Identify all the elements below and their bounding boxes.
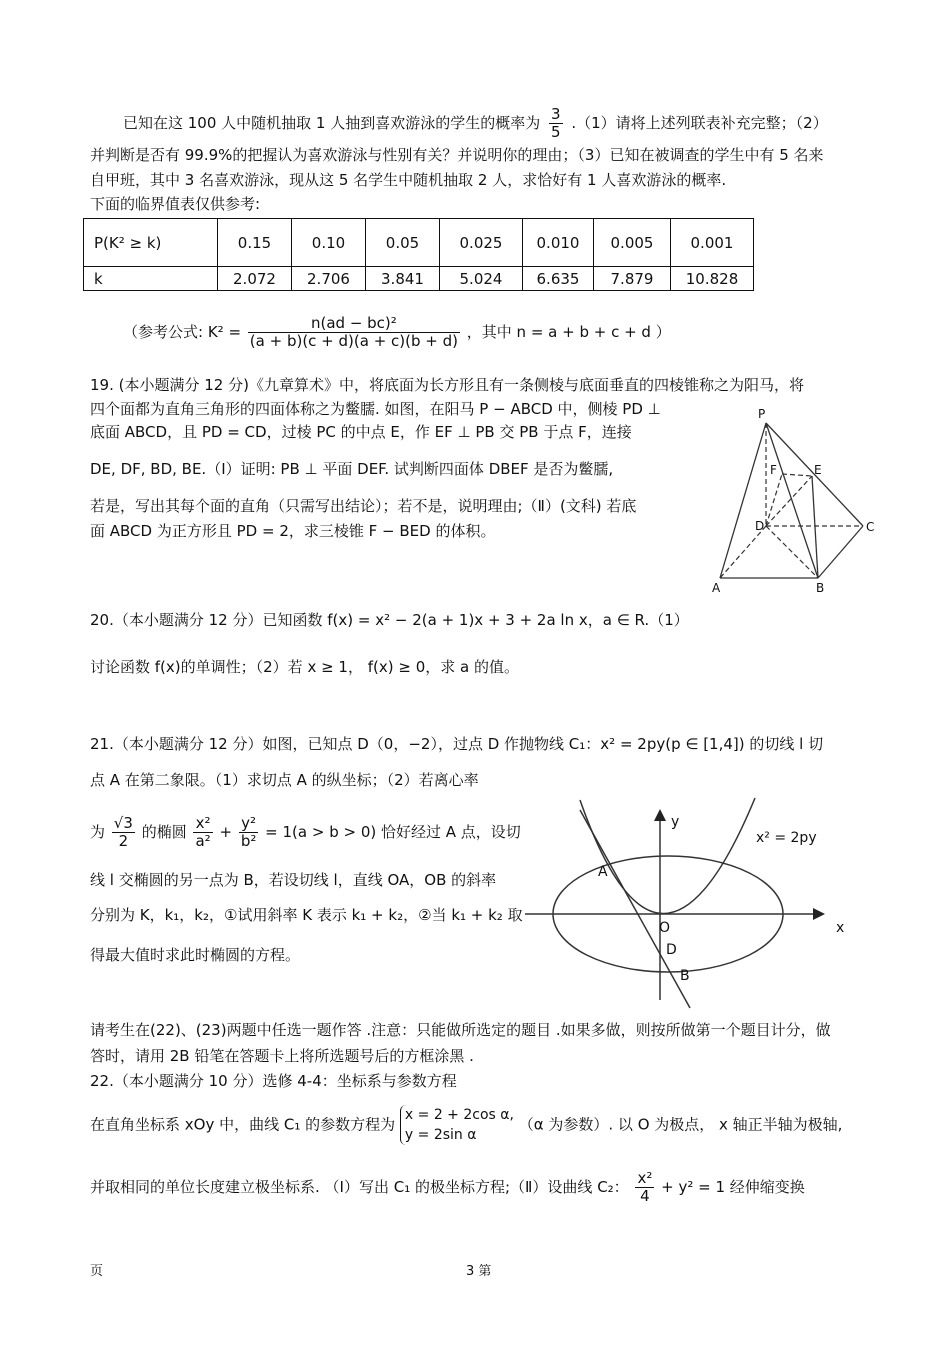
label-B: B bbox=[816, 581, 825, 595]
label-A: A bbox=[598, 864, 608, 880]
note-line1: 请考生在(22)、(23)两题中任选一题作答 .注意：只能做所选定的题目 .如果多做，则按所做第一个题目计分，做 bbox=[90, 1021, 831, 1039]
q19-line3: 底面 ABCD，且 PD = CD，过棱 PC 的中点 E，作 EF ⊥ PB 交 PB 于点 F，连接 bbox=[90, 423, 632, 441]
table-header-p: P(K² ≥ k) bbox=[84, 219, 218, 267]
critical-value-table bbox=[83, 218, 754, 291]
table-header-k: k bbox=[84, 267, 218, 291]
q21-line6: 得最大值时求此时椭圆的方程。 bbox=[90, 946, 301, 964]
q22-line1: 22.（本小题满分 10 分）选修 4-4：坐标系与参数方程 bbox=[90, 1072, 457, 1090]
edge-DB bbox=[766, 526, 818, 578]
edge-FE bbox=[782, 474, 812, 476]
x2-over-a2: $\frac{\text{x²}}{\text{a²}}$ bbox=[195, 814, 211, 850]
q19-line1: 19. (本小题满分 12 分)《九章算术》中，将底面为长方形且有一条侧棱与底面垂直的四棱锥称之为阳马，将 bbox=[90, 376, 804, 394]
q21-line1: 21.（本小题满分 12 分）如图，已知点 D（0，−2），过点 D 作抛物线 C₁：x² = 2py(p ∈ [1,4]) 的切线 l 切 bbox=[90, 735, 824, 753]
label-E: E bbox=[814, 463, 822, 477]
parabola-ellipse-figure bbox=[520, 790, 850, 1010]
table-cell: 3.841 bbox=[366, 267, 440, 291]
label-A: A bbox=[712, 581, 721, 595]
table-cell: 10.828 bbox=[671, 267, 754, 291]
label-F: F bbox=[770, 463, 777, 477]
edge-DA bbox=[720, 526, 766, 578]
q19-line2: 四个面都为直角三角形的四面体称之为鳖臑. 如图，在阳马 P − ABCD 中，侧棱 PD ⊥ bbox=[90, 400, 661, 418]
q21-line5: 分别为 K，k₁，k₂，①试用斜率 K 表示 k₁ + k₂，②当 k₁ + k₂ 取 bbox=[90, 906, 523, 924]
table-cell: 2.072 bbox=[218, 267, 292, 291]
label-D: D bbox=[755, 519, 765, 533]
table-cell: 0.15 bbox=[218, 219, 292, 267]
x2-over-4: $\frac{\text{x²}}{4}$ bbox=[637, 1169, 653, 1205]
table-cell: 0.025 bbox=[440, 219, 523, 267]
y2-over-b2: $\frac{\text{y²}}{\text{b²}}$ bbox=[240, 814, 257, 850]
footer-left: 页 bbox=[90, 1264, 104, 1279]
table-cell: 5.024 bbox=[440, 267, 523, 291]
table-cell: 6.635 bbox=[523, 267, 594, 291]
table-row bbox=[84, 219, 754, 267]
q20-line1: 20.（本小题满分 12 分）已知函数 f(x) = x² − 2(a + 1)x + 3 + 2a ln x，a ∈ R.（1） bbox=[90, 611, 689, 629]
fraction-3-5: $\frac{3}{5}$ bbox=[551, 105, 561, 141]
q22-line2: 在直角坐标系 xOy 中，曲线 C₁ 的参数方程为 x = 2 + 2cos α, y = 2sin α （α 为参数）. 以 O 为极点， x 轴正半轴为极轴, bbox=[90, 1107, 843, 1143]
q18-line2: 并判断是否有 99.9%的把握认为喜欢游泳与性别有关？并说明你的理由；（3）已知在被调查的学生中有 5 名来 bbox=[90, 146, 824, 164]
edge-PA bbox=[720, 423, 766, 578]
q19-line5: 若是，写出其每个面的直角（只需写出结论）；若不是，说明理由;（Ⅱ）(文科) 若底 bbox=[90, 497, 637, 515]
q21-line2: 点 A 在第二象限。（1）求切点 A 的纵坐标；（2）若离心率 bbox=[90, 771, 479, 789]
q19-line6: 面 ABCD 为正方形且 PD = 2，求三棱锥 F − BED 的体积。 bbox=[90, 522, 496, 540]
q21-line3: 为 $\frac{√3}{2}$ 的椭圆 $\frac{\text{x²}}{\text{a²}}$ + $\frac{\text{y²}}{\text{b²}}$ = 1(a > b > 0) 恰好经过 A 点，设切 bbox=[90, 814, 521, 850]
table-cell: 0.010 bbox=[523, 219, 594, 267]
q20-line2: 讨论函数 f(x)的单调性；（2）若 x ≥ 1， f(x) ≥ 0，求 a 的值。 bbox=[90, 658, 519, 676]
q21-line4: 线 l 交椭圆的另一点为 B，若设切线 l，直线 OA，OB 的斜率 bbox=[90, 871, 497, 889]
label-D: D bbox=[666, 942, 677, 958]
label-O: O bbox=[659, 920, 671, 936]
label-C: C bbox=[866, 520, 875, 534]
edge-BC bbox=[818, 526, 863, 578]
label-P: P bbox=[758, 407, 766, 421]
table-cell: 0.05 bbox=[366, 219, 440, 267]
edge-DF bbox=[766, 474, 782, 526]
table-cell: 0.001 bbox=[671, 219, 754, 267]
table-cell: 0.005 bbox=[594, 219, 671, 267]
table-cell: 2.706 bbox=[292, 267, 366, 291]
reference-formula: （参考公式: K² = $\frac{\text{n(ad − bc)²}}{(a + b)(c + d)(a + c)(b + d)}$ ，其中 n = a + b + c + d ） bbox=[123, 314, 671, 350]
q22-line3: 并取相同的单位长度建立极坐标系. （Ⅰ）写出 C₁ 的极坐标方程;（Ⅱ）设曲线 C₂： $\frac{\text{x²}}{4}$ + y² = 1 经伸缩变换 bbox=[90, 1169, 805, 1205]
parametric-system: x = 2 + 2cos α, y = 2sin α bbox=[400, 1105, 514, 1145]
tangent-line bbox=[580, 810, 690, 1008]
table-cell: 0.10 bbox=[292, 219, 366, 267]
table-cell: 7.879 bbox=[594, 267, 671, 291]
edge-DE bbox=[766, 476, 812, 526]
table-row bbox=[84, 267, 754, 291]
q19-line4: DE, DF, BD, BE.（Ⅰ）证明: PB ⊥ 平面 DEF. 试判断四面体 DBEF 是否为鳖臑, bbox=[90, 460, 614, 478]
label-y: y bbox=[671, 814, 680, 830]
footer-center: 3 第 bbox=[466, 1264, 492, 1279]
note-line2: 答时，请用 2B 铅笔在答题卡上将所选题号后的方框涂黑 . bbox=[90, 1047, 474, 1065]
label-B: B bbox=[680, 968, 690, 984]
q18-line4: 下面的临界值表仅供参考: bbox=[90, 195, 261, 213]
q18-line1: 已知在这 100 人中随机抽取 1 人抽到喜欢游泳的学生的概率为 $\frac{3}{5}$ .（1）请将上述列联表补充完整；（2） bbox=[123, 105, 828, 141]
chi-square-fraction: $\frac{\text{n(ad − bc)²}}{(a + b)(c + d)(a + c)(b + d)}$ bbox=[249, 314, 458, 350]
label-parabola-eq: x² = 2py bbox=[756, 830, 817, 846]
label-x: x bbox=[836, 920, 845, 936]
sqrt3-over-2: $\frac{√3}{2}$ bbox=[113, 814, 133, 850]
pyramid-figure bbox=[700, 400, 890, 600]
q18-line3: 自甲班，其中 3 名喜欢游泳，现从这 5 名学生中随机抽取 2 人，求恰好有 1 人喜欢游泳的概率. bbox=[90, 171, 727, 189]
